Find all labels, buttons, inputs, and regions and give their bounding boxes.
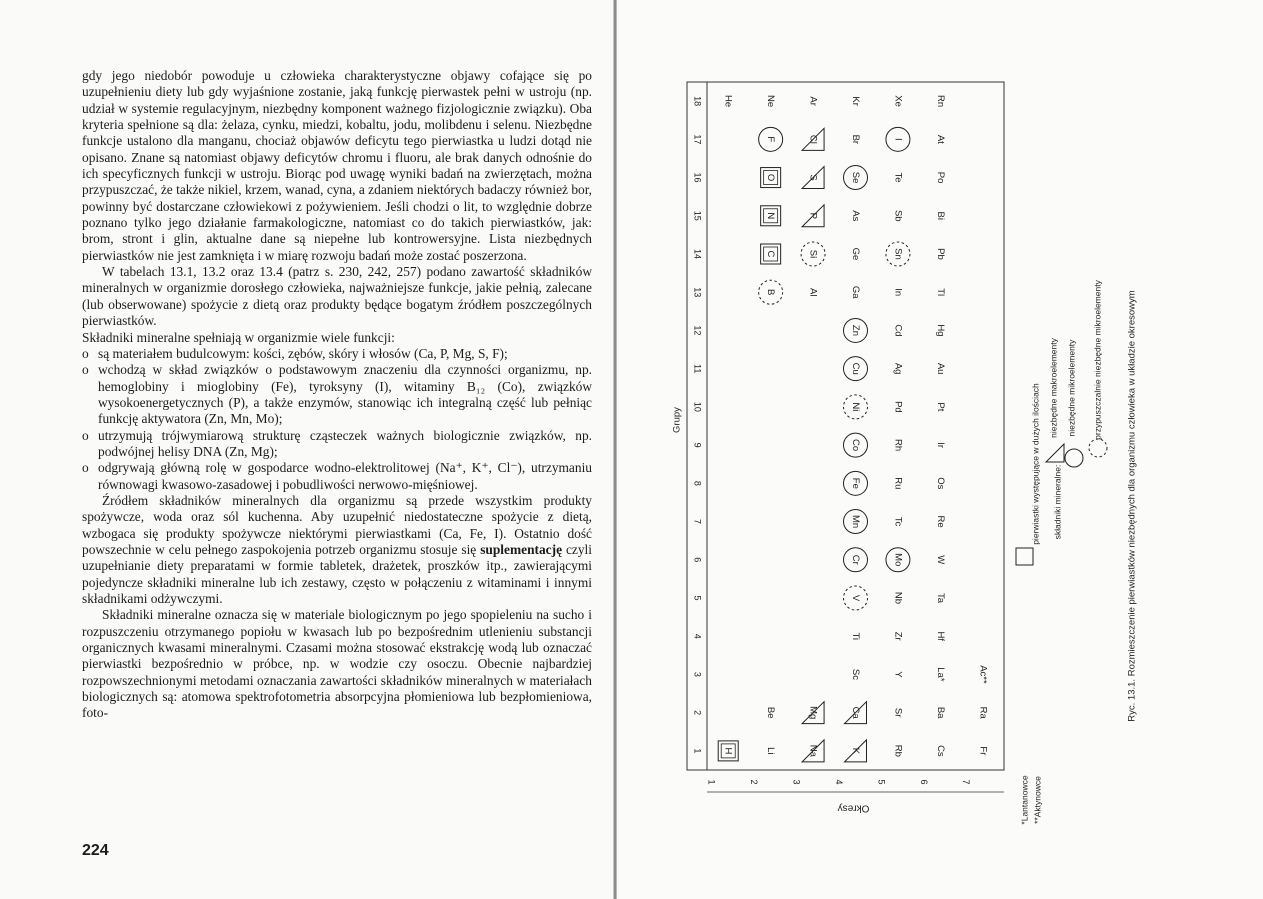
footnote-lanthanides: *Lantanowce bbox=[1019, 775, 1030, 825]
element-B: B bbox=[765, 289, 777, 296]
element-Zr: Zr bbox=[892, 631, 904, 641]
period-number: 1 bbox=[706, 779, 717, 785]
element-In: In bbox=[892, 288, 904, 297]
group-number: 10 bbox=[692, 401, 703, 412]
element-Na: Na bbox=[807, 744, 819, 757]
legend-square-label: pierwiastki występujące w dużych ilościach bbox=[1030, 383, 1041, 545]
element-At: At bbox=[934, 134, 946, 144]
element-Tl: Tl bbox=[934, 288, 946, 297]
legend-dashed-circle-marker bbox=[1089, 439, 1107, 457]
group-number: 8 bbox=[692, 480, 703, 486]
element-Ra: Ra bbox=[977, 706, 989, 719]
element-Po: Po bbox=[934, 171, 946, 184]
element-Ni: Ni bbox=[849, 402, 861, 412]
element-La: La* bbox=[934, 667, 946, 682]
element-Co: Co bbox=[849, 439, 861, 452]
bullet-text: wchodzą w skład związków o podstawowym znaczeniu dla czynności organizmu, np. hemoglobiny i mioglobiny (Fe), tyroksyny (I), witaminy B₁₂ (Co), związków wysokoenergetycznych (P), a także enzymów, stanowiąc ich integralną część lub pełniąc funkcję aktywatora (Zn, Mn, Mo); bbox=[98, 362, 592, 427]
element-Ac: Ac** bbox=[977, 665, 989, 684]
group-number: 7 bbox=[692, 519, 703, 525]
bullet-item bbox=[82, 362, 592, 427]
element-P: P bbox=[807, 212, 819, 219]
element-Pd: Pd bbox=[892, 401, 904, 413]
element-Br: Br bbox=[849, 134, 861, 145]
period-number: 5 bbox=[876, 779, 887, 785]
element-I: I bbox=[892, 138, 904, 141]
element-O: O bbox=[765, 173, 777, 182]
element-Ne: Ne bbox=[765, 95, 777, 108]
paragraph: gdy jego niedobór powoduje u człowieka charakterystyczne objawy cofające się po uzupełnieniu diety lub gdy wyjaśnione zostanie, jaką funkcję pierwastek pełni w ustroju (np. udział w systemie regulacyjnym, niezbędny komponent ważnego fizjologicznie związku). Oba kryteria spełnione są dla: żelaza, cynku, miedzi, kobaltu, jodu, molibdenu i selenu. Niezbędne funkcje ustalono dla manganu, chociaż objawów deficytu tego pierwiastka u ludzi dotąd nie opisano. Znane są natomiast objawy deficytów chromu i fluoru, ale brak danych odnośnie do ich specyficznych funkcji w ustroju. Biorąc pod uwagę wyniki badań na zwierzętach, można przypuszczać, że także nikiel, krzem, wanad, cyna, a zdaniem niektórych badaczy również bor, powinny być dostarczane człowiekowi z pożywieniem. Jeśli chodzi o lit, to względnie dobrze poznano tylko jego działanie farmakologiczne, natomiast co do takich pierwiastków, jak: brom, stront i glin, aktualne dane są niepełne lub kontrowersyjne. Lista niezbędnych pierwiastków nie jest zamknięta i w miarę rozwoju badań może zostać poszerzona. bbox=[82, 68, 592, 263]
element-Ba: Ba bbox=[934, 706, 946, 719]
group-number: 11 bbox=[692, 363, 703, 374]
legend-square-marker bbox=[1016, 548, 1033, 565]
periodic-table-figure bbox=[670, 70, 1250, 880]
left-page bbox=[0, 0, 615, 899]
element-Ru: Ru bbox=[892, 477, 904, 490]
group-number: 18 bbox=[692, 96, 703, 107]
element-Sr: Sr bbox=[892, 707, 904, 718]
periods-axis-label: Okresy bbox=[837, 802, 870, 814]
element-Se: Se bbox=[849, 171, 861, 184]
element-Li: Li bbox=[765, 747, 777, 755]
element-Cl: Cl bbox=[807, 134, 819, 144]
element-Ir: Ir bbox=[934, 442, 946, 449]
legend-triangle-marker bbox=[1046, 444, 1064, 462]
element-S: S bbox=[807, 174, 819, 181]
element-Zn: Zn bbox=[849, 324, 861, 336]
group-number: 9 bbox=[692, 442, 703, 448]
period-number: 3 bbox=[791, 779, 802, 785]
element-He: He bbox=[722, 95, 734, 108]
element-Ca: Ca bbox=[849, 706, 861, 719]
period-number: 7 bbox=[961, 779, 972, 785]
element-Tc: Tc bbox=[892, 516, 904, 527]
element-Sn: Sn bbox=[892, 248, 904, 260]
table-frame bbox=[687, 82, 1004, 770]
element-Ti: Ti bbox=[849, 632, 861, 641]
element-K: K bbox=[849, 747, 861, 755]
element-Sc: Sc bbox=[849, 668, 861, 680]
group-number: 3 bbox=[692, 671, 703, 677]
element-V: V bbox=[849, 594, 861, 602]
group-number: 14 bbox=[692, 248, 703, 260]
paragraph: W tabelach 13.1, 13.2 oraz 13.4 (patrz s. 230, 242, 257) podano zawartość składników mineralnych w organizmie dorosłego człowieka, najważniejsze funkcje, jakie pełnią, zalecane (lub obserwowane) spożycie z dietą oraz produkty będące bogatym źródłem poszczególnych pierwiastków. bbox=[82, 264, 592, 329]
legend-triangle-label: niezbędne makroelementy bbox=[1048, 338, 1059, 438]
element-Ga: Ga bbox=[849, 285, 861, 299]
element-Rn: Rn bbox=[934, 95, 946, 108]
page-number: 224 bbox=[82, 842, 109, 859]
element-Mg: Mg bbox=[807, 706, 819, 720]
element-Fe: Fe bbox=[849, 477, 861, 489]
element-Fr: Fr bbox=[977, 746, 989, 756]
bullet-marker: o bbox=[82, 345, 89, 361]
periodic-table-svg bbox=[670, 70, 1250, 880]
bold-term: suplementację bbox=[480, 541, 563, 557]
element-Mo: Mo bbox=[892, 553, 904, 567]
bullet-marker: o bbox=[82, 460, 89, 476]
legend-circle-label: niezbędne mikroelementy bbox=[1066, 339, 1077, 437]
element-Re: Re bbox=[934, 515, 946, 528]
bullet-item bbox=[82, 346, 592, 362]
bullet-text: utrzymują trójwymiarową strukturę cząsteczek ważnych biologicznie związków, np. podwójnej helisy DNA (Zn, Mg); bbox=[98, 427, 592, 459]
bullet-marker: o bbox=[82, 362, 89, 378]
element-Ge: Ge bbox=[849, 247, 861, 261]
element-Mn: Mn bbox=[849, 514, 861, 529]
element-C: C bbox=[765, 250, 777, 258]
element-F: F bbox=[765, 136, 777, 143]
group-number: 1 bbox=[692, 748, 703, 754]
group-number: 15 bbox=[692, 210, 703, 221]
group-number: 17 bbox=[692, 134, 703, 145]
bullet-item bbox=[82, 460, 592, 493]
element-Ar: Ar bbox=[807, 96, 819, 106]
group-number: 4 bbox=[692, 633, 703, 639]
footnote-actinides: **Aktynowce bbox=[1032, 776, 1043, 824]
element-Xe: Xe bbox=[892, 95, 904, 107]
period-number: 6 bbox=[918, 779, 929, 785]
body-text bbox=[82, 68, 592, 722]
element-Rh: Rh bbox=[892, 439, 904, 452]
bullet-marker: o bbox=[82, 427, 89, 443]
element-Au: Au bbox=[934, 362, 946, 375]
legend-minerals-prefix: składniki mineralne: bbox=[1052, 464, 1063, 540]
element-Cs: Cs bbox=[934, 745, 946, 757]
legend-circle-marker bbox=[1065, 449, 1083, 467]
element-Bi: Bi bbox=[934, 211, 946, 221]
group-number: 16 bbox=[692, 172, 703, 183]
paragraph: Źródłem składników mineralnych dla organizmu są przede wszystkim produkty spożywcze, woda oraz sól kuchenna. Aby uzupełnić niedostateczne spożycie z dietą, wzbogaca się produkty spożywcze niektórymi pierwiastkami (Ca, Fe, I). Ostatnio dość powszechnie w celu pełnego zaspokojenia potrzeb organizmu stosuje się suplementację czyli uzupełnianie diety preparatami w formie tabletek, drażetek, proszków itp., zawierającymi pojedyncze składniki mineralne lub ich zestawy, często w połączeniu z witaminami i innymi składnikami odżywczymi. bbox=[82, 492, 593, 606]
element-Pb: Pb bbox=[934, 248, 946, 260]
element-Ta: Ta bbox=[934, 592, 946, 604]
groups-axis-label: Grupy bbox=[671, 407, 683, 433]
bullet-item bbox=[82, 428, 592, 461]
period-number: 4 bbox=[833, 779, 844, 785]
bullet-text: odgrywają główną rolę w gospodarce wodno-elektrolitowej (Na⁺, K⁺, Cl⁻), utrzymaniu równowagi kwasowo-zasadowej i pobudliwości nerwowo-mięśniowej. bbox=[98, 460, 592, 492]
group-number: 13 bbox=[692, 287, 703, 298]
paragraph: Składniki mineralne oznacza się w materiale biologicznym po jego spopieleniu na sucho i rozpuszczeniu otrzymanego popiołu w kwasach lub po bezpośrednim utlenieniu substancji organicznych kwasami mineralnymi. Czasami można stosować ekstrakcję wodą lub oznaczać pierwiastki bezpośrednio w próbce, np. w wodzie czy osoczu. Obecnie najbardziej rozpowszechnionymi metodami oznaczania zawartości składników mineralnych w materiałach biologicznych są: atomowa spektrofotometria absorpcyjna płomieniowa lub bezpłomieniowa, foto- bbox=[82, 607, 592, 721]
element-Y: Y bbox=[892, 671, 904, 678]
group-number: 2 bbox=[692, 710, 703, 716]
element-W: W bbox=[934, 555, 946, 565]
element-Be: Be bbox=[765, 706, 777, 719]
element-As: As bbox=[849, 210, 861, 222]
element-Cu: Cu bbox=[849, 362, 861, 375]
element-Hg: Hg bbox=[934, 324, 946, 337]
element-Rb: Rb bbox=[892, 744, 904, 757]
element-Ag: Ag bbox=[892, 362, 904, 375]
legend-dashed-label: przypuszczalnie niezbędne mikroelementy bbox=[1092, 280, 1103, 440]
group-number: 5 bbox=[692, 595, 703, 601]
element-N: N bbox=[765, 212, 777, 220]
element-Cd: Cd bbox=[892, 324, 904, 337]
group-number: 6 bbox=[692, 557, 703, 563]
bullet-text: są materiałem budulcowym: kości, zębów, skóry i włosów (Ca, P, Mg, S, F); bbox=[98, 345, 508, 361]
element-H: H bbox=[722, 747, 734, 755]
element-Cr: Cr bbox=[849, 554, 861, 565]
element-Os: Os bbox=[934, 477, 946, 490]
paragraph: Składniki mineralne spełniają w organizmie wiele funkcji: bbox=[82, 329, 395, 345]
element-Sb: Sb bbox=[892, 209, 904, 222]
period-number: 2 bbox=[749, 779, 760, 785]
element-Te: Te bbox=[892, 172, 904, 183]
figure-caption: Ryc. 13.1. Rozmieszczenie pierwiastków niezbędnych dla organizmu człowieka w układzie okresowym bbox=[1126, 290, 1138, 722]
element-Hf: Hf bbox=[934, 631, 946, 641]
element-Al: Al bbox=[807, 287, 819, 297]
element-Nb: Nb bbox=[892, 591, 904, 605]
element-Pt: Pt bbox=[934, 402, 946, 412]
element-Kr: Kr bbox=[849, 96, 861, 106]
element-Si: Si bbox=[807, 249, 819, 259]
group-number: 12 bbox=[692, 325, 703, 336]
